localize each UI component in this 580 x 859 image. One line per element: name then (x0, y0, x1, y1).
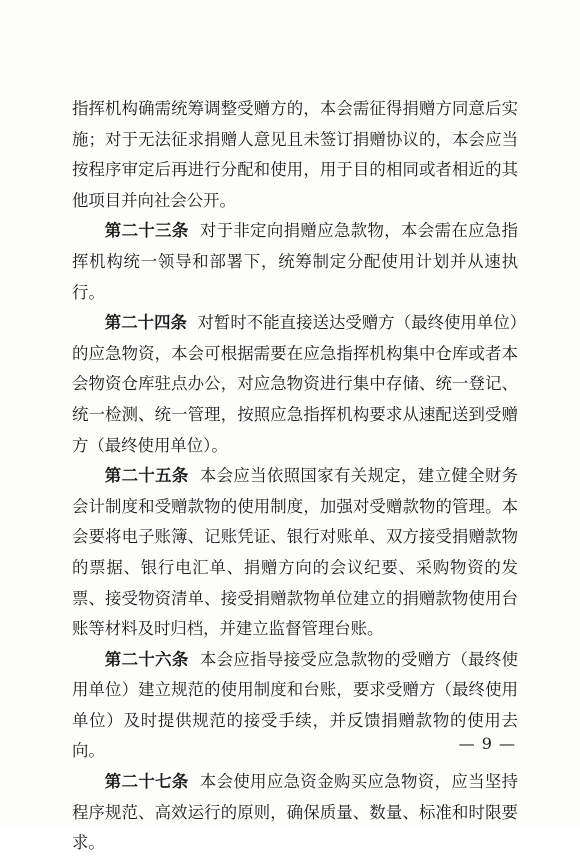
article-27 (72, 767, 518, 859)
article-number: 第二十三条 (104, 221, 189, 241)
article-number: 第二十四条 (104, 313, 187, 333)
article-text: 对暂时不能直接送达受赠方（最终使用单位）的应急物资，本会可根据需要在应急指挥机构集中仓库或者本会物资仓库驻点办公，对应急物资进行集中存储、统一登记、统一检测、统一管理，按照应急指挥机构要求从速配送到受赠方（最终使用单位）。 (72, 313, 518, 455)
article-25 (72, 461, 518, 645)
paragraph-text: 指挥机构确需统筹调整受赠方的，本会需征得捐赠方同意后实施；对于无法征求捐赠人意见且未签订捐赠协议的，本会应当按程序审定后再进行分配和使用，用于目的相同或者相近的其他项目并向社会公开。 (72, 99, 518, 210)
article-text: 本会使用应急资金购买应急物资，应当坚持程序规范、高效运行的原则，确保质量、数量、标准和时限要求。 (72, 772, 519, 853)
article-23 (72, 216, 518, 308)
article-text: 对于非定向捐赠应急款物，本会需在应急指挥机构统一领导和部署下，统筹制定分配使用计划并从速执行。 (72, 221, 519, 302)
article-text: 本会应当依照国家有关规定，建立健全财务会计制度和受赠款物的使用制度，加强对受赠款物的管理。本会要将电子账簿、记账凭证、银行对账单、双方接受捐赠款物的票据、银行电汇单、捐赠方向的会议纪要、采购物资的发票、接受物资清单、接受捐赠款物单位建立的捐赠款物使用台账等材料及时归档，并建立监督管理台账。 (72, 466, 519, 639)
paragraph-continuation (72, 94, 518, 216)
article-number: 第二十六条 (104, 649, 189, 669)
article-text: 本会应指导接受应急款物的受赠方（最终使用单位）建立规范的使用制度和台账，要求受赠方（最终使用单位）及时提供规范的接受手续，并反馈捐赠款物的使用去向。 (72, 649, 519, 761)
document-body (72, 94, 518, 859)
article-24 (72, 308, 518, 461)
article-26 (72, 645, 518, 767)
article-number: 第二十五条 (104, 466, 189, 486)
article-number: 第二十七条 (104, 772, 189, 792)
page-number: — 9 — (458, 734, 516, 753)
